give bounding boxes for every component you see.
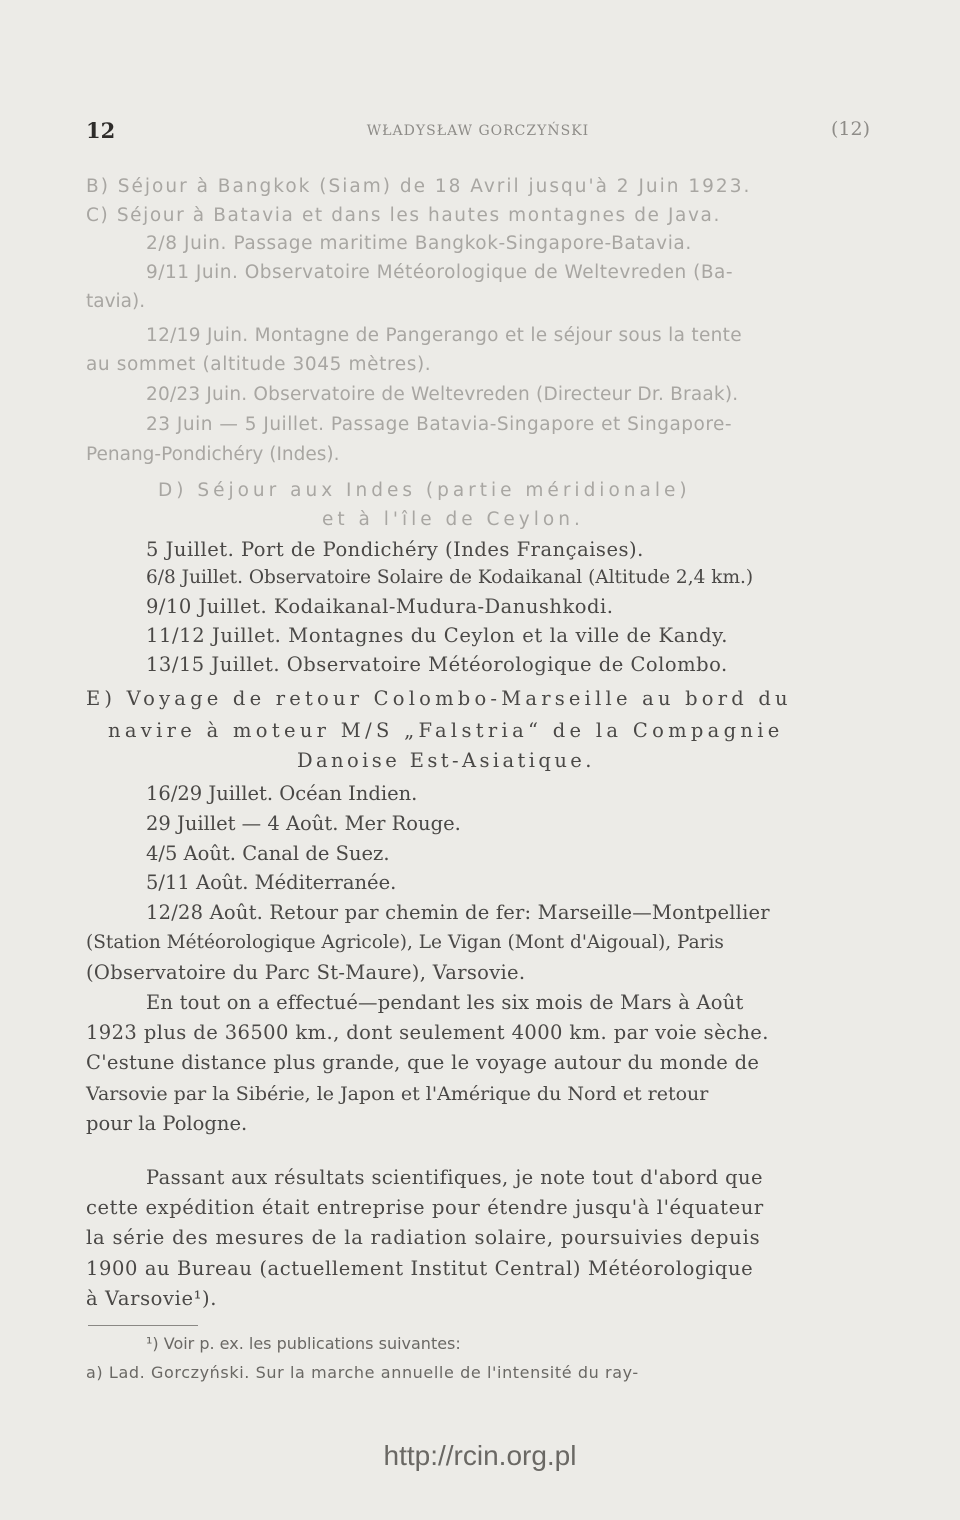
body-line: 4/5 Août. Canal de Suez. <box>146 842 390 865</box>
body-line: au sommet (altitude 3045 mètres). <box>86 354 432 375</box>
body-line: la série des mesures de la radiation solaire, poursuivies depuis <box>86 1226 761 1249</box>
body-line: (Station Météorologique Agricole), Le Vigan (Mont d'Aigoual), Paris <box>86 932 724 953</box>
section-heading-line: E) Voyage de retour Colombo-Marseille au bord du <box>86 687 792 710</box>
body-line: Penang-Pondichéry (Indes). <box>86 444 340 465</box>
body-line: à Varsovie¹). <box>86 1287 218 1310</box>
body-line: 12/19 Juin. Montagne de Pangerango et le séjour sous la tente <box>146 325 742 346</box>
body-line: 5 Juillet. Port de Pondichéry (Indes Françaises). <box>146 538 644 561</box>
body-line: 12/28 Août. Retour par chemin de fer: Marseille—Montpellier <box>146 901 770 924</box>
section-heading-line: D) Séjour aux Indes (partie méridionale) <box>158 480 691 501</box>
body-line: 6/8 Juillet. Observatoire Solaire de Kodaikanal (Altitude 2,4 km.) <box>146 567 754 588</box>
body-line: C'estune distance plus grande, que le voyage autour du monde de <box>86 1051 760 1074</box>
body-line: 16/29 Juillet. Océan Indien. <box>146 782 418 805</box>
body-line: Passant aux résultats scientifiques, je note tout d'abord que <box>146 1166 763 1189</box>
page-number-right: (12) <box>830 118 870 140</box>
body-line: 29 Juillet — 4 Août. Mer Rouge. <box>146 812 461 835</box>
body-line: 5/11 Août. Méditerranée. <box>146 871 397 894</box>
body-line: 23 Juin — 5 Juillet. Passage Batavia-Singapore et Singapore- <box>146 414 733 435</box>
body-line: B) Séjour à Bangkok (Siam) de 18 Avril jusqu'à 2 Juin 1923. <box>86 176 752 197</box>
footnote-rule <box>88 1325 198 1326</box>
body-line: 1900 au Bureau (actuellement Institut Central) Météorologique <box>86 1257 754 1280</box>
body-line: 9/11 Juin. Observatoire Météorologique de Weltevreden (Ba- <box>146 262 734 283</box>
body-line: 2/8 Juin. Passage maritime Bangkok-Singapore-Batavia. <box>146 233 692 254</box>
running-head-author: WŁADYSŁAW GORCZYŃSKI <box>366 123 590 139</box>
section-heading-line: navire à moteur M/S „Falstria“ de la Compagnie <box>108 719 784 742</box>
body-line: tavia). <box>86 291 146 312</box>
body-line: En tout on a effectué—pendant les six mois de Mars à Août <box>146 991 744 1014</box>
page-number: 12 <box>86 118 116 143</box>
body-line: 9/10 Juillet. Kodaikanal-Mudura-Danushkodi. <box>146 595 614 618</box>
body-line: C) Séjour à Batavia et dans les hautes montagnes de Java. <box>86 205 721 226</box>
running-header <box>86 118 870 148</box>
section-heading-line: et à l'île de Ceylon. <box>322 509 584 530</box>
watermark-url: http://rcin.org.pl <box>383 1440 577 1471</box>
body-line: Varsovie par la Sibérie, le Japon et l'Amérique du Nord et retour <box>86 1083 709 1105</box>
body-line: 11/12 Juillet. Montagnes du Ceylon et la ville de Kandy. <box>146 624 728 647</box>
body-line: pour la Pologne. <box>86 1112 248 1135</box>
body-line: (Observatoire du Parc St-Maure), Varsovie. <box>86 961 526 984</box>
footnote-line: a) Lad. Gorczyński. Sur la marche annuelle de l'intensité du ray- <box>86 1363 639 1382</box>
body-line: cette expédition était entreprise pour étendre jusqu'à l'équateur <box>86 1196 764 1219</box>
footnote-line: ¹) Voir p. ex. les publications suivantes: <box>146 1334 461 1353</box>
body-line: 1923 plus de 36500 km., dont seulement 4000 km. par voie sèche. <box>86 1021 769 1044</box>
body-line: 20/23 Juin. Observatoire de Weltevreden (Directeur Dr. Braak). <box>146 384 739 405</box>
body-line: 13/15 Juillet. Observatoire Météorologique de Colombo. <box>146 653 728 676</box>
section-heading-line: Danoise Est-Asiatique. <box>297 749 595 772</box>
